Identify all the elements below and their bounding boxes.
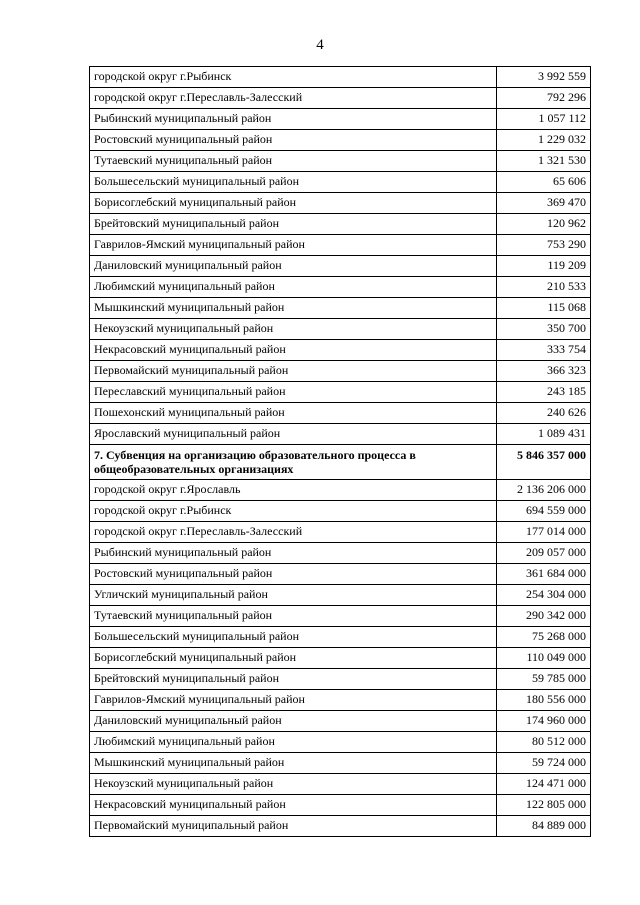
table-row xyxy=(90,361,591,382)
municipality-name: Ростовский муниципальный район xyxy=(90,130,497,151)
amount-value: 65 606 xyxy=(497,172,591,193)
amount-value: 1 089 431 xyxy=(497,424,591,445)
subvention-table xyxy=(89,66,591,837)
table-row xyxy=(90,256,591,277)
table-row xyxy=(90,711,591,732)
table-row xyxy=(90,88,591,109)
table-row xyxy=(90,172,591,193)
municipality-name: Пошехонский муниципальный район xyxy=(90,403,497,424)
municipality-name: Гаврилов-Ямский муниципальный район xyxy=(90,690,497,711)
municipality-name: Рыбинский муниципальный район xyxy=(90,543,497,564)
table-row xyxy=(90,298,591,319)
amount-value: 210 533 xyxy=(497,277,591,298)
municipality-name: городской округ г.Переславль-Залесский xyxy=(90,88,497,109)
municipality-name: Тутаевский муниципальный район xyxy=(90,606,497,627)
municipality-name: Борисоглебский муниципальный район xyxy=(90,648,497,669)
table-row xyxy=(90,606,591,627)
municipality-name: городской округ г.Ярославль xyxy=(90,480,497,501)
table-row xyxy=(90,109,591,130)
table-row xyxy=(90,564,591,585)
municipality-name: Даниловский муниципальный район xyxy=(90,256,497,277)
table-row xyxy=(90,501,591,522)
table-row xyxy=(90,403,591,424)
municipality-name: Гаврилов-Ямский муниципальный район xyxy=(90,235,497,256)
table-row xyxy=(90,648,591,669)
amount-value: 254 304 000 xyxy=(497,585,591,606)
amount-value: 180 556 000 xyxy=(497,690,591,711)
municipality-name: Некрасовский муниципальный район xyxy=(90,795,497,816)
amount-value: 115 068 xyxy=(497,298,591,319)
municipality-name: Брейтовский муниципальный район xyxy=(90,669,497,690)
municipality-name: Брейтовский муниципальный район xyxy=(90,214,497,235)
table-row xyxy=(90,585,591,606)
municipality-name: Некрасовский муниципальный район xyxy=(90,340,497,361)
municipality-name: Большесельский муниципальный район xyxy=(90,172,497,193)
amount-value: 290 342 000 xyxy=(497,606,591,627)
municipality-name: городской округ г.Рыбинск xyxy=(90,501,497,522)
section-title: 7. Субвенция на организацию образовательного процесса в общеобразовательных организациях xyxy=(90,445,497,480)
amount-value: 2 136 206 000 xyxy=(497,480,591,501)
amount-value: 243 185 xyxy=(497,382,591,403)
section-row xyxy=(90,445,591,480)
amount-value: 1 229 032 xyxy=(497,130,591,151)
amount-value: 84 889 000 xyxy=(497,816,591,837)
table-row xyxy=(90,193,591,214)
municipality-name: Любимский муниципальный район xyxy=(90,732,497,753)
amount-value: 333 754 xyxy=(497,340,591,361)
amount-value: 753 290 xyxy=(497,235,591,256)
table-row xyxy=(90,67,591,88)
page-number: 4 xyxy=(316,37,324,53)
table-row xyxy=(90,235,591,256)
municipality-name: Некоузский муниципальный район xyxy=(90,774,497,795)
municipality-name: Большесельский муниципальный район xyxy=(90,627,497,648)
amount-value: 209 057 000 xyxy=(497,543,591,564)
table-row xyxy=(90,319,591,340)
amount-value: 174 960 000 xyxy=(497,711,591,732)
table-row xyxy=(90,277,591,298)
section-total: 5 846 357 000 xyxy=(497,445,591,480)
municipality-name: Тутаевский муниципальный район xyxy=(90,151,497,172)
amount-value: 792 296 xyxy=(497,88,591,109)
table-row xyxy=(90,151,591,172)
amount-value: 1 321 530 xyxy=(497,151,591,172)
municipality-name: Первомайский муниципальный район xyxy=(90,361,497,382)
table-row xyxy=(90,543,591,564)
table-row xyxy=(90,627,591,648)
municipality-name: Ярославский муниципальный район xyxy=(90,424,497,445)
table-row xyxy=(90,753,591,774)
municipality-name: Мышкинский муниципальный район xyxy=(90,753,497,774)
municipality-name: Рыбинский муниципальный район xyxy=(90,109,497,130)
table-row xyxy=(90,732,591,753)
amount-value: 350 700 xyxy=(497,319,591,340)
table-row xyxy=(90,816,591,837)
amount-value: 366 323 xyxy=(497,361,591,382)
table-row xyxy=(90,340,591,361)
amount-value: 59 785 000 xyxy=(497,669,591,690)
municipality-name: Первомайский муниципальный район xyxy=(90,816,497,837)
municipality-name: Угличский муниципальный район xyxy=(90,585,497,606)
table-row xyxy=(90,795,591,816)
amount-value: 177 014 000 xyxy=(497,522,591,543)
table-row xyxy=(90,424,591,445)
table-row xyxy=(90,522,591,543)
municipality-name: Любимский муниципальный район xyxy=(90,277,497,298)
municipality-name: Борисоглебский муниципальный район xyxy=(90,193,497,214)
municipality-name: Даниловский муниципальный район xyxy=(90,711,497,732)
table-row xyxy=(90,214,591,235)
table-row xyxy=(90,130,591,151)
amount-value: 75 268 000 xyxy=(497,627,591,648)
amount-value: 369 470 xyxy=(497,193,591,214)
amount-value: 240 626 xyxy=(497,403,591,424)
amount-value: 120 962 xyxy=(497,214,591,235)
amount-value: 1 057 112 xyxy=(497,109,591,130)
table-row xyxy=(90,774,591,795)
amount-value: 361 684 000 xyxy=(497,564,591,585)
municipality-name: Мышкинский муниципальный район xyxy=(90,298,497,319)
amount-value: 122 805 000 xyxy=(497,795,591,816)
table-row xyxy=(90,480,591,501)
amount-value: 110 049 000 xyxy=(497,648,591,669)
municipality-name: Переславский муниципальный район xyxy=(90,382,497,403)
table-row xyxy=(90,690,591,711)
amount-value: 124 471 000 xyxy=(497,774,591,795)
table-body xyxy=(90,67,591,837)
municipality-name: городской округ г.Рыбинск xyxy=(90,67,497,88)
amount-value: 3 992 559 xyxy=(497,67,591,88)
amount-value: 59 724 000 xyxy=(497,753,591,774)
table-row xyxy=(90,669,591,690)
municipality-name: Некоузский муниципальный район xyxy=(90,319,497,340)
amount-value: 119 209 xyxy=(497,256,591,277)
amount-value: 80 512 000 xyxy=(497,732,591,753)
table-row xyxy=(90,382,591,403)
amount-value: 694 559 000 xyxy=(497,501,591,522)
municipality-name: городской округ г.Переславль-Залесский xyxy=(90,522,497,543)
municipality-name: Ростовский муниципальный район xyxy=(90,564,497,585)
